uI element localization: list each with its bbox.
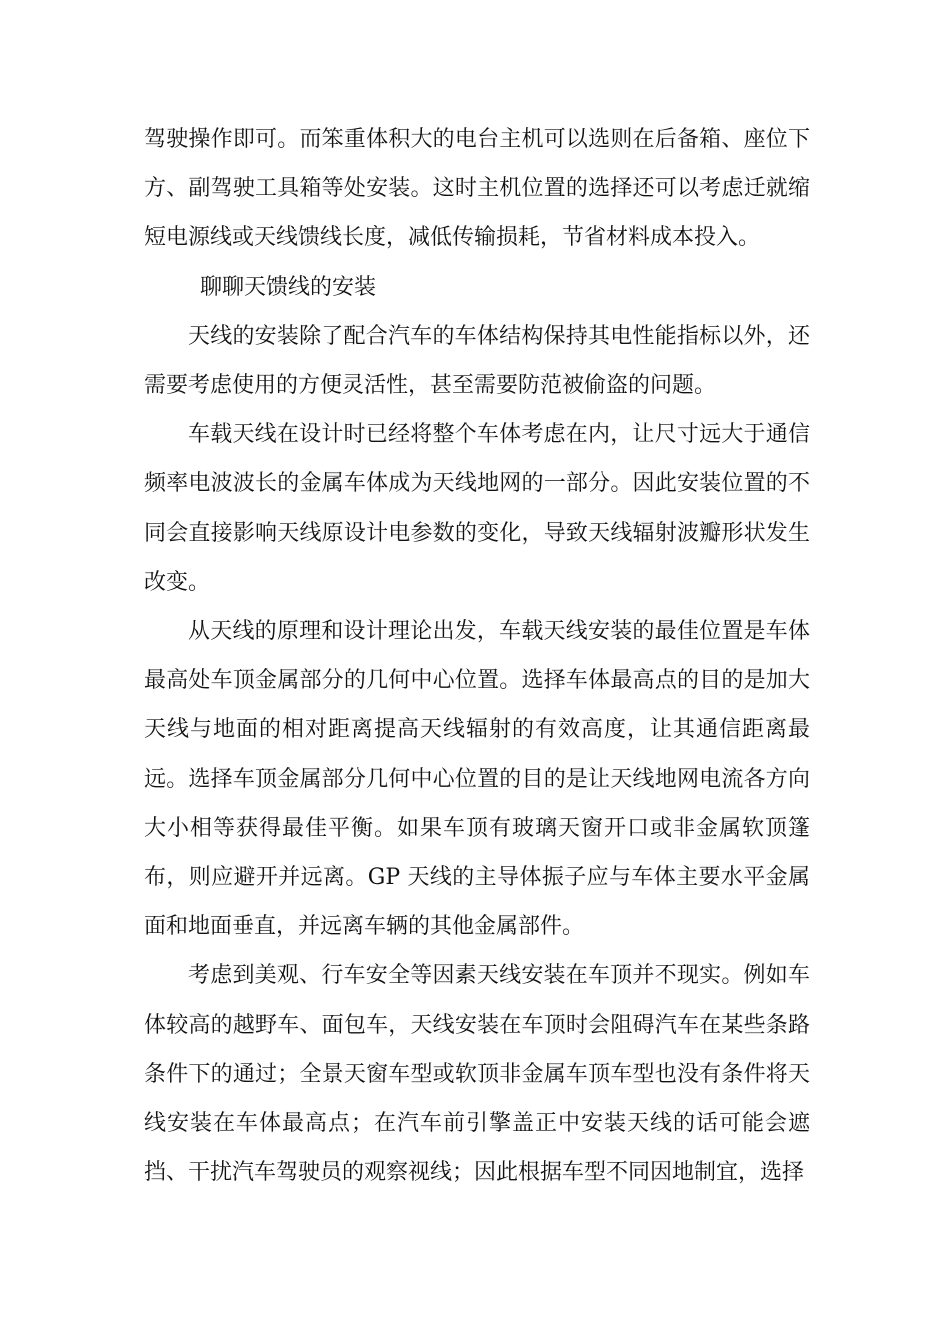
paragraph-continuation: 驾驶操作即可。而笨重体积大的电台主机可以选则在后备箱、座位下方、副驾驶工具箱等处安装。这时主机位置的选择还可以考虑迁就缩短电源线或天线馈线长度，减低传输损耗，节省材料成本投入。 <box>144 127 810 251</box>
paragraph-vehicle-antenna-design: 车载天线在设计时已经将整个车体考虑在内，让尺寸远大于通信频率电波波长的金属车体成为天线地网的一部分。因此安装位置的不同会直接影响天线原设计电参数的变化，导致天线辐射波瓣形状发生改变。 <box>144 422 810 595</box>
paragraph-optimal-position: 从天线的原理和设计理论出发，车载天线安装的最佳位置是车体最高处车顶金属部分的几何中心位置。选择车体最高点的目的是加大天线与地面的相对距离提高天线辐射的有效高度，让其通信距离最远。选择车顶金属部分几何中心位置的目的是让天线地网电流各方向大小相等获得最佳平衡。如果车顶有玻璃天窗开口或非金属软顶篷布，则应避开并远离。GP 天线的主导体振子应与车体主要水平金属面和地面垂直，并远离车辆的其他金属部件。 <box>144 619 810 940</box>
paragraph-antenna-installation: 天线的安装除了配合汽车的车体结构保持其电性能指标以外，还需要考虑使用的方便灵活性，甚至需要防范被偷盗的问题。 <box>144 323 810 399</box>
paragraph-practical-considerations: 考虑到美观、行车安全等因素天线安装在车顶并不现实。例如车体较高的越野车、面包车，天线安装在车顶时会阻碍汽车在某些条路条件下的通过；全景天窗车型或软顶非金属车顶车型也没有条件将天线安装在车体最高点；在汽车前引擎盖正中安装天线的话可能会遮挡、干扰汽车驾驶员的观察视线；因此根据车型不同因地制宜，选择 <box>144 963 810 1186</box>
document-body <box>144 115 810 1197</box>
section-heading: 聊聊天馈线的安装 <box>200 274 377 300</box>
